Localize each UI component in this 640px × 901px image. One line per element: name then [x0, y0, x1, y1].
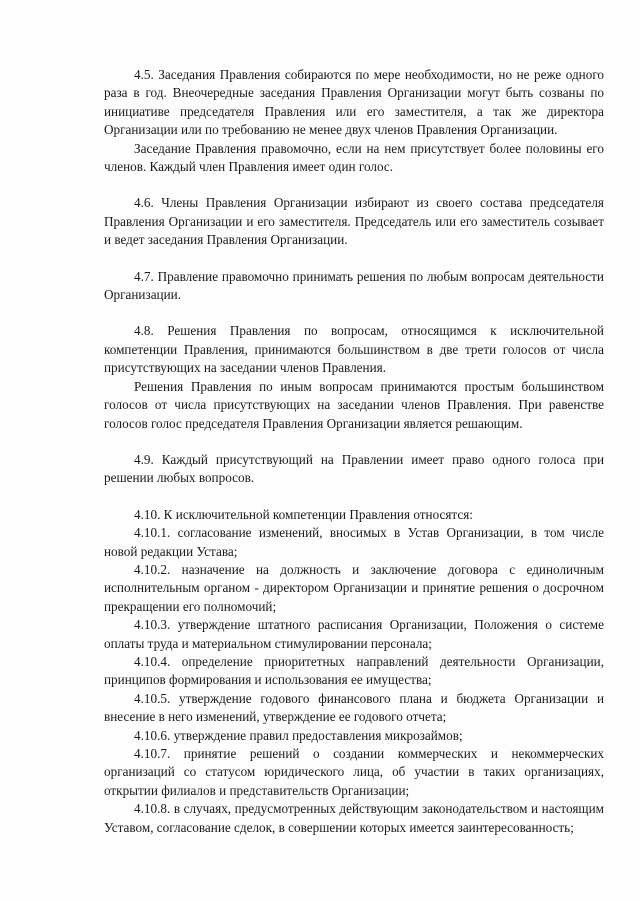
paragraph-4-8-other: Решения Правления по иным вопросам принимаются простым большинством голосов от числа присутствующих на заседании членов Правления. При равенстве голосов голос председателя Правления Организации является решающим. — [104, 378, 604, 431]
paragraph-4-8: 4.8. Решения Правления по вопросам, относящимся к исключительной компетенции Правления, принимаются большинством в две трети голосов от числа присутствующих на заседании членов Правления. — [104, 323, 604, 376]
paragraph-gap — [104, 304, 604, 322]
paragraph-4-6: 4.6. Члены Правления Организации избирают из своего состава председателя Правления Организации и его заместителя. Председатель или его заместитель созывает и ведет заседания Правления Организации. — [104, 195, 604, 248]
paragraph-4-9: 4.9. Каждый присутствующий на Правлении имеет право одного голоса при решении любых вопросов. — [104, 451, 604, 486]
document-body — [104, 66, 604, 837]
list-item-4-10-6: 4.10.6. утверждение правил предоставления микрозаймов; — [134, 727, 463, 743]
paragraph-gap — [104, 488, 604, 506]
list-item-4-10-8: 4.10.8. в случаях, предусмотренных действующим законодательством и настоящим Уставом, согласование сделок, в совершении которых имеется заинтересованность; — [104, 801, 604, 835]
paragraph-4-5: 4.5. Заседания Правления собираются по мере необходимости, но не реже одного раза в год. Внеочередные заседания Правления Организации могут быть созваны по инициативе председателя Правления или его заместителя, а так же директора Организации или по требованию не менее двух членов Правления Организации. — [104, 67, 604, 138]
paragraph-4-7: 4.7. Правление правомочно принимать решения по любым вопросам деятельности Организации. — [104, 268, 604, 303]
list-item-4-10-2: 4.10.2. назначение на должность и заключение договора с единоличным исполнительным органом - директором Организации и принятие решения о досрочном прекращении его полномочий; — [104, 561, 604, 614]
paragraph-gap — [104, 176, 604, 194]
section-4-10-heading: 4.10. К исключительной компетенции Правления относятся: — [134, 506, 473, 522]
paragraph-gap — [104, 433, 604, 451]
list-item-4-10-1: 4.10.1. согласование изменений, вносимых в Устав Организации, в том числе новой редакции Устава; — [104, 525, 604, 559]
list-item-4-10-7: 4.10.7. принятие решений о создании коммерческих и некоммерческих организаций со статусом юридического лица, об участии в таких организациях, открытии филиалов и представительств Организации; — [104, 746, 604, 798]
list-item-4-10-4: 4.10.4. определение приоритетных направлений деятельности Организации, принципов формирования и использования ее имущества; — [104, 653, 604, 688]
list-item-4-10-3: 4.10.3. утверждение штатного расписания Организации, Положения о системе оплаты труда и материальном стимулировании персонала; — [104, 617, 604, 651]
paragraph-gap — [104, 250, 604, 268]
paragraph-4-5-quorum: Заседание Правления правомочно, если на нем присутствует более половины его членов. Каждый член Правления имеет один голос. — [104, 140, 604, 175]
list-item-4-10-5: 4.10.5. утверждение годового финансового плана и бюджета Организации и внесение в него изменений, утверждение ее годового отчета; — [104, 690, 604, 725]
